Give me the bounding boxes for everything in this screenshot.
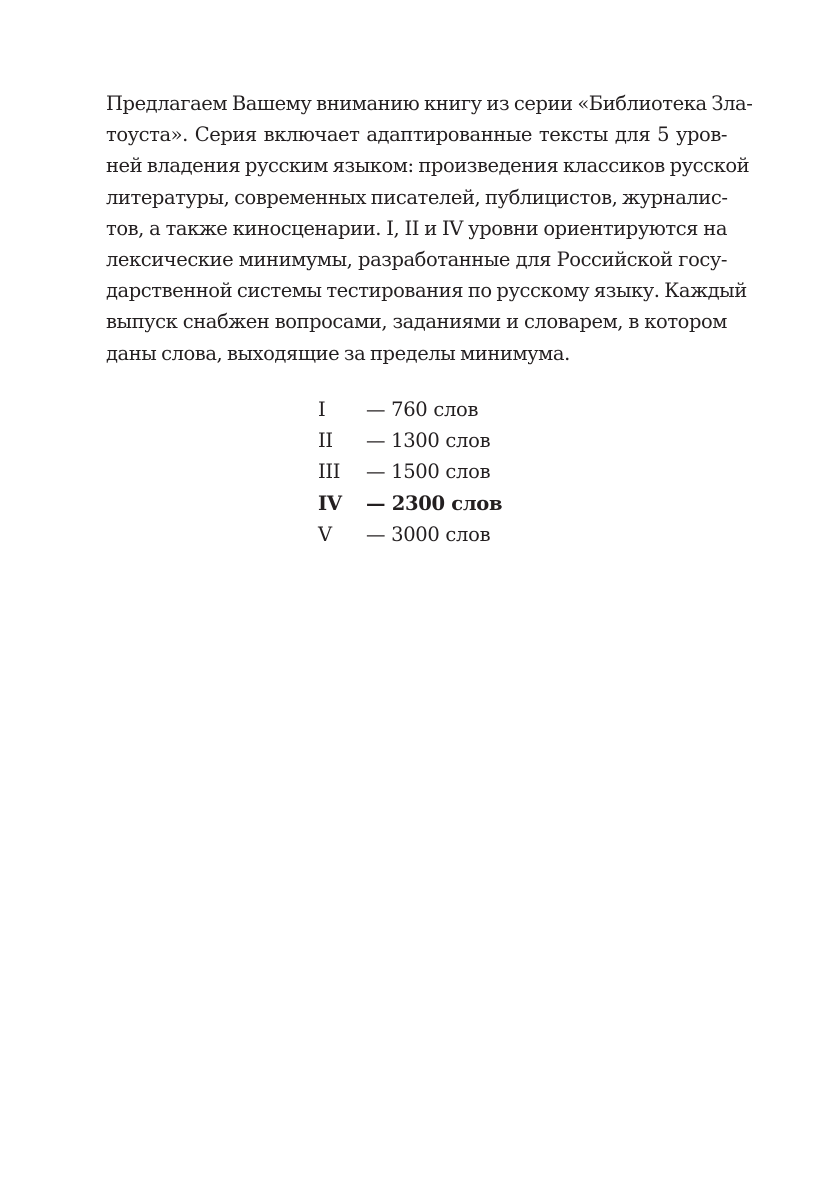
level-number: III [318,460,341,484]
level-row-5 [318,519,502,550]
level-row-1 [318,394,502,425]
intro-line: лексические минимумы, разработанные для Российской госу- [106,247,727,271]
level-number: I [318,398,326,421]
intro-line: даны слова, выходящие за пределы минимума. [106,341,570,365]
intro-line: дарственной системы тестирования по русскому языку. Каждый [106,279,747,303]
intro-line: литературы, современных писателей, публицистов, журналис- [106,185,728,209]
level-word-count: — 2300 слов [366,491,503,515]
level-number: II [318,429,333,453]
level-word-count: — 760 слов [366,398,479,421]
level-row-3 [318,456,502,487]
intro-line: тов, а также киносценарии. I, II и IV уровни ориентируются на [106,216,727,240]
intro-paragraph [106,88,753,369]
level-word-count: — 3000 слов [366,522,491,546]
level-number: IV [318,491,342,515]
levels-list [318,394,502,550]
level-word-count: — 1500 слов [366,460,491,484]
level-row-4 [318,488,502,519]
intro-line: выпуск снабжен вопросами, заданиями и словарем, в котором [106,310,727,334]
level-number: V [318,522,332,546]
intro-line: ней владения русским языком: произведения классиков русской [106,154,750,178]
intro-line: тоуста». Серия включает адаптированные тексты для 5 уров- [106,123,727,147]
intro-line: Предлагаем Вашему вниманию книгу из серии «Библиотека Зла- [106,92,753,115]
level-word-count: — 1300 слов [366,429,491,453]
level-row-2 [318,425,502,456]
